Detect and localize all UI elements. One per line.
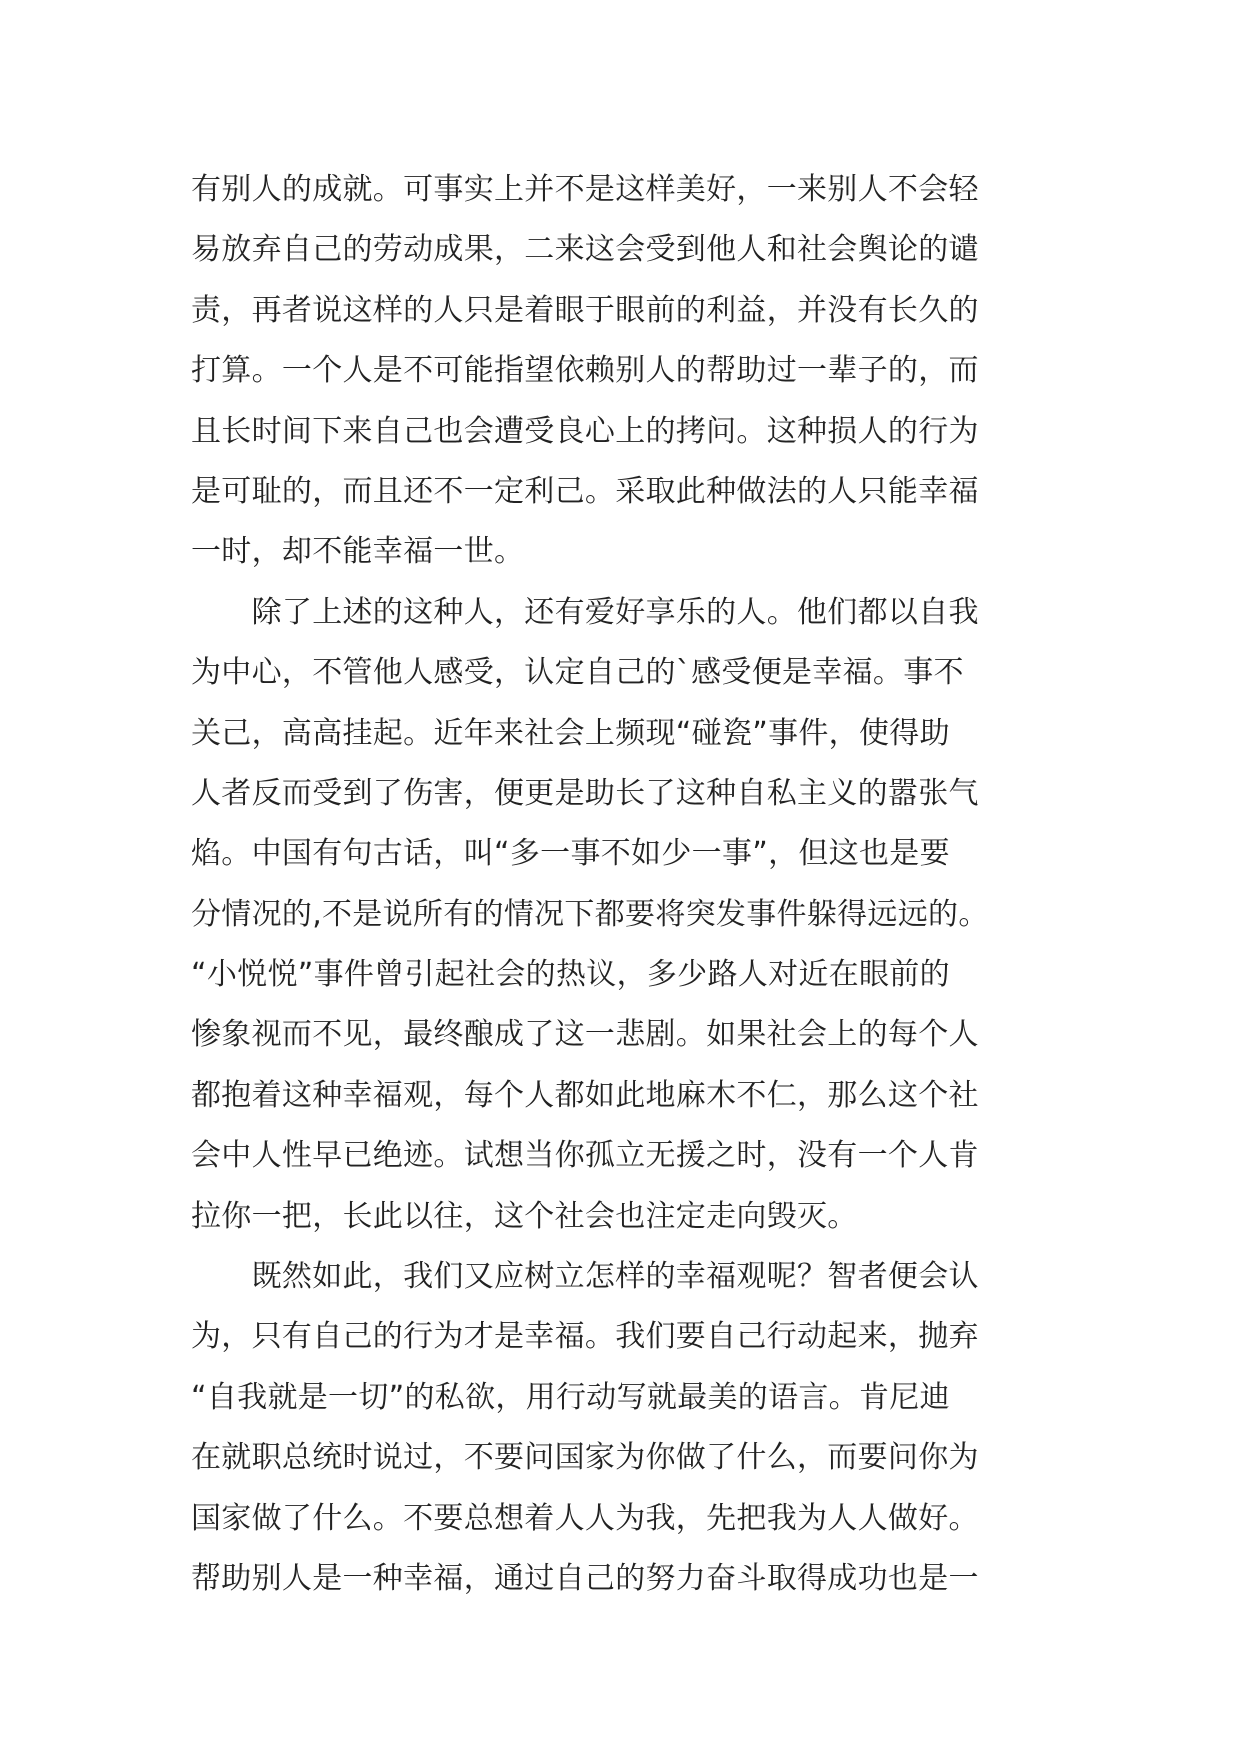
text-line: “小悦悦”事件曾引起社会的热议，多少路人对近在眼前的 [191, 957, 950, 993]
text-line: 拉你一把，长此以往，这个社会也注定走向毁灭。 [191, 1198, 858, 1234]
text-line: 有别人的成就。可事实上并不是这样美好，一来别人不会轻 [191, 172, 979, 207]
text-line: “自我就是一切”的私欲，用行动写就最美的语言。肯尼迪 [191, 1379, 950, 1415]
body-text [191, 160, 1071, 1609]
text-line: 责，再者说这样的人只是着眼于眼前的利益，并没有长久的 [191, 292, 979, 328]
text-line: 一时，却不能幸福一世。 [191, 534, 525, 570]
text-line: 既然如此，我们又应树立怎样的幸福观呢？智者便会认 [191, 1259, 979, 1295]
text-line: 易放弃自己的劳动成果，二来这会受到他人和社会舆论的谴 [191, 232, 979, 268]
text-line: 分情况的,不是说所有的情况下都要将突发事件躲得远远的。 [191, 896, 989, 932]
text-line: 帮助别人是一种幸福，通过自己的努力奋斗取得成功也是一 [191, 1560, 979, 1596]
text-line: 人者反而受到了伤害，便更是助长了这种自私主义的嚣张气 [191, 775, 979, 811]
text-line: 惨象视而不见，最终酿成了这一悲剧。如果社会上的每个人 [191, 1017, 979, 1053]
text-line: 打算。一个人是不可能指望依赖别人的帮助过一辈子的，而 [191, 353, 979, 389]
text-line: 关己，高高挂起。近年来社会上频现“碰瓷”事件，使得助 [191, 715, 950, 751]
text-line: 除了上述的这种人，还有爱好享乐的人。他们都以自我 [191, 594, 979, 630]
text-line: 国家做了什么。不要总想着人人为我，先把我为人人做好。 [191, 1500, 979, 1536]
text-line: 在就职总统时说过，不要问国家为你做了什么，而要问你为 [191, 1440, 979, 1476]
text-line: 会中人性早已绝迹。试想当你孤立无援之时，没有一个人肯 [191, 1138, 979, 1174]
text-line: 为，只有自己的行为才是幸福。我们要自己行动起来，抛弃 [191, 1319, 979, 1355]
text-line: 且长时间下来自己也会遭受良心上的拷问。这种损人的行为 [191, 413, 979, 449]
text-line: 都抱着这种幸福观，每个人都如此地麻木不仁，那么这个社 [191, 1077, 979, 1113]
text-line: 焰。中国有句古话，叫“多一事不如少一事”，但这也是要 [191, 836, 950, 872]
text-line: 是可耻的，而且还不一定利己。采取此种做法的人只能幸福 [191, 473, 979, 509]
text-line: 为中心，不管他人感受，认定自己的`感受便是幸福。事不 [191, 655, 964, 691]
